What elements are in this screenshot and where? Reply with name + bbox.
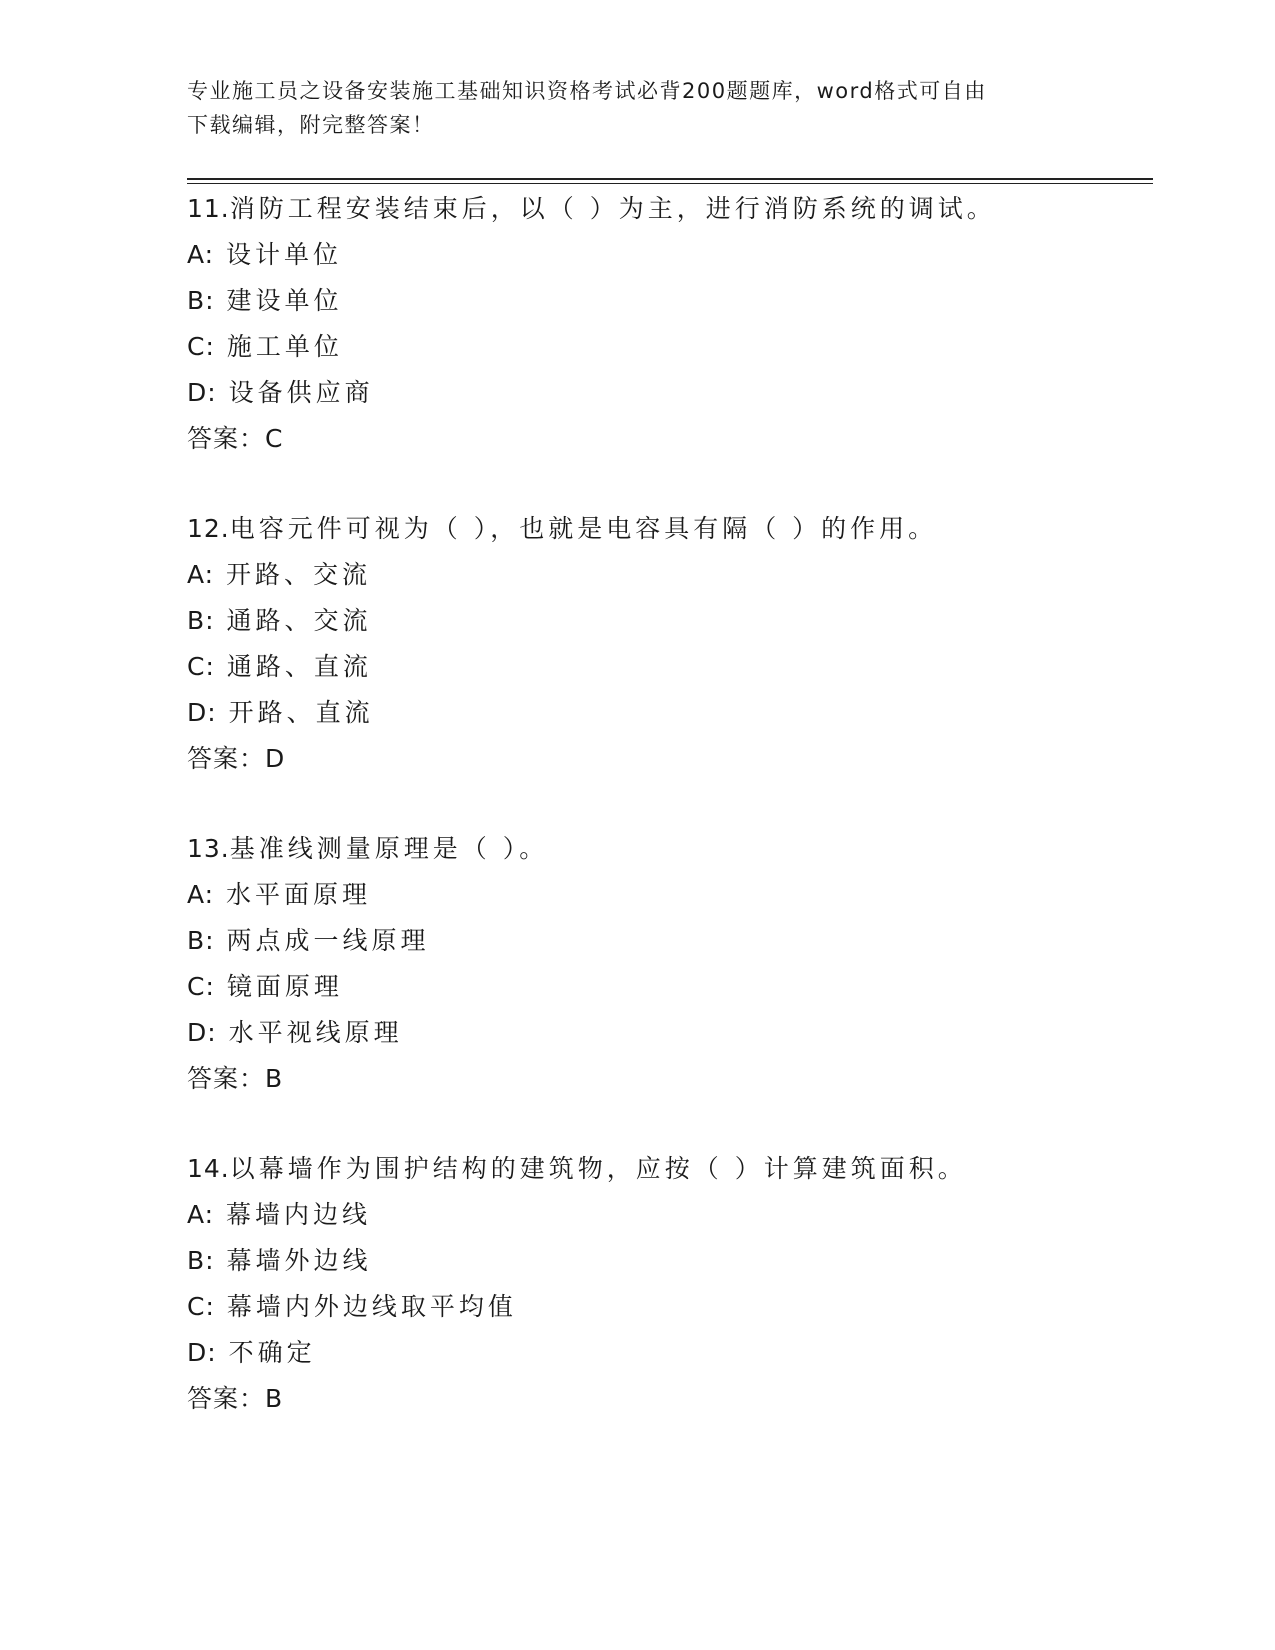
option-d: D: 开路、直流 [187,698,374,727]
answer-value: C [265,424,284,453]
option-d: D: 设备供应商 [187,378,374,407]
question-13 [187,826,1187,1102]
question-number: 12. [187,514,230,543]
answer-value: B [265,1064,284,1093]
question-12 [187,506,1187,782]
option-c: C: 通路、直流 [187,652,372,681]
header-line-1: 专业施工员之设备安装施工基础知识资格考试必背200题题库，word格式可自由 [187,79,987,103]
question-number: 11. [187,194,230,223]
document-header [187,74,1067,142]
question-stem [187,506,1187,552]
option-a: A: 开路、交流 [187,560,372,589]
header-divider-thick [187,178,1153,180]
option-b: B: 通路、交流 [187,606,372,635]
answer-value: D [265,744,286,773]
option-a: A: 设计单位 [187,240,343,269]
option-d: D: 不确定 [187,1338,316,1367]
answer-value: B [265,1384,284,1413]
option-a: A: 幕墙内边线 [187,1200,372,1229]
question-stem [187,186,1187,232]
question-text: 基准线测量原理是（ ）。 [229,834,549,863]
answer: 答案：B [187,1064,284,1093]
answer: 答案：C [187,424,284,453]
question-text: 电容元件可视为（ ），也就是电容具有隔（ ）的作用。 [229,514,938,543]
question-stem [187,826,1187,872]
option-d: D: 水平视线原理 [187,1018,403,1047]
option-b: B: 幕墙外边线 [187,1246,372,1275]
header-line-2: 下载编辑，附完整答案！ [187,113,435,137]
option-c: C: 施工单位 [187,332,343,361]
question-text: 以幕墙作为围护结构的建筑物，应按（ ）计算建筑面积。 [229,1154,967,1183]
option-b: B: 建设单位 [187,286,343,315]
question-stem [187,1146,1187,1192]
header-divider-thin [187,183,1153,184]
question-number: 14. [187,1154,230,1183]
option-c: C: 幕墙内外边线取平均值 [187,1292,517,1321]
option-b: B: 两点成一线原理 [187,926,430,955]
answer: 答案：D [187,744,286,773]
option-c: C: 镜面原理 [187,972,343,1001]
question-number: 13. [187,834,230,863]
question-14 [187,1146,1187,1422]
question-11 [187,186,1187,462]
question-text: 消防工程安装结束后，以（ ）为主，进行消防系统的调试。 [229,194,996,223]
option-a: A: 水平面原理 [187,880,372,909]
answer: 答案：B [187,1384,284,1413]
